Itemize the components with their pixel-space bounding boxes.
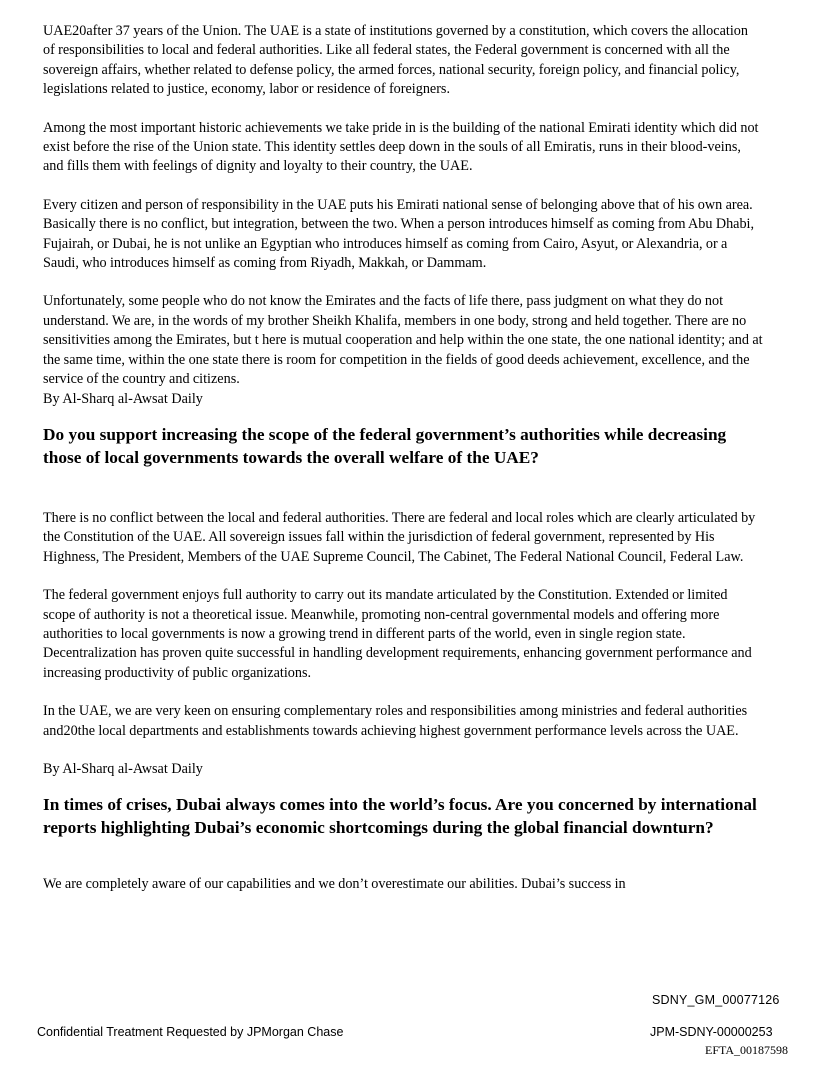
paragraph-text: There is no conflict between the local and federal authorities. There are federal and local roles which are clearly articulated by the Constitution of the UAE. All sovereign issues fall within the jurisdiction of federal government, represented by His Highness, The President, Members of the UAE Supreme Council, The Cabinet, The Federal National Council, Federal Law. <box>43 509 756 565</box>
paragraph-dubai-capabilities: We are completely aware of our capabilities and we don’t overestimate our abilities. Dubai’s success in <box>43 876 626 893</box>
paragraph-emirati-identity <box>43 119 763 177</box>
confidential-notice: Confidential Treatment Requested by JPMorgan Chase <box>37 1025 344 1039</box>
document-body <box>43 22 763 895</box>
paragraph-text: Among the most important historic achievements we take pride in is the building of the national Emirati identity which did not exist before the rise of the Union state. This identity settles deep down in the souls of all Emiratis, runs in their blood-veins, and fills them with feelings of dignity and loyalty to their country, the UAE. <box>43 119 759 175</box>
jpm-document-number: JPM-SDNY-00000253 <box>650 1025 773 1039</box>
bates-number: SDNY_GM_00077126 <box>652 993 780 1007</box>
paragraph-decentralization <box>43 586 763 683</box>
paragraph-text: UAE20after 37 years of the Union. The UAE is a state of institutions governed by a constitution, which covers the allocation of responsibilities to local and federal authorities. Like all federal states, the Federal government is concerned with all the sovereign affairs, whether related to defense policy, the armed forces, national security, foreign policy, and financial policy, legislations related to justice, economy, labor or residence of foreigners. <box>43 23 748 98</box>
byline: By Al-Sharq al-Awsat Daily <box>43 390 203 407</box>
paragraph-complementary-roles <box>43 702 763 741</box>
efta-document-number: EFTA_00187598 <box>705 1043 789 1057</box>
paragraph-mutual-cooperation <box>43 292 763 389</box>
paragraph-no-conflict <box>43 509 763 567</box>
paragraph-text: Unfortunately, some people who do not know the Emirates and the facts of life there, pass judgment on what they do not understand. We are, in the words of my brother Sheikh Khalifa, members in one body, strong and held together. There are no sensitivities among the Emirates, but t here is mutual cooperation and help within the one state, the one national identity; and at the same time, within the one state there is room for competition in the fields of good deeds achievement, excellence, and the service of the country and citizens. <box>43 293 763 388</box>
paragraph-national-belonging <box>43 196 763 274</box>
paragraph-text: The federal government enjoys full authority to carry out its mandate articulated by the Constitution. Extended or limited scope of authority is not a theoretical issue. Meanwhile, promoting non-central governmental models and offering more authorities to local governments is now a growing trend in different parts of the world, even in single region state. Decentralization has proven quite successful in handling development requirements, enhancing government performance and increasing productivity of public organizations. <box>43 587 752 681</box>
question-heading-federal-authorities: Do you support increasing the scope of the federal government’s authorities while decreasing those of local governments towards the overall welfare of the UAE? <box>43 424 727 467</box>
question-heading-dubai-crisis: In times of crises, Dubai always comes into the world’s focus. Are you concerned by international reports highlighting Dubai’s economic shortcomings during the global financial downturn? <box>43 795 757 838</box>
paragraph-text: In the UAE, we are very keen on ensuring complementary roles and responsibilities among ministries and federal authorities and20the local departments and establishments towards achieving highest government performance levels across the UAE. <box>43 703 748 739</box>
paragraph-union-constitution <box>43 22 763 100</box>
byline: By Al-Sharq al-Awsat Daily <box>43 760 203 777</box>
paragraph-text: Every citizen and person of responsibility in the UAE puts his Emirati national sense of belonging above that of his own area. Basically there is no conflict, but integration, between the two. When a person introduces himself as coming from Abu Dhabi, Fujairah, or Dubai, he is not unlike an Egyptian who introduces himself as coming from Cairo, Asyut, or Alexandria, or a Saudi, who introduces himself as coming from Riyadh, Makkah, or Dammam. <box>43 196 755 272</box>
